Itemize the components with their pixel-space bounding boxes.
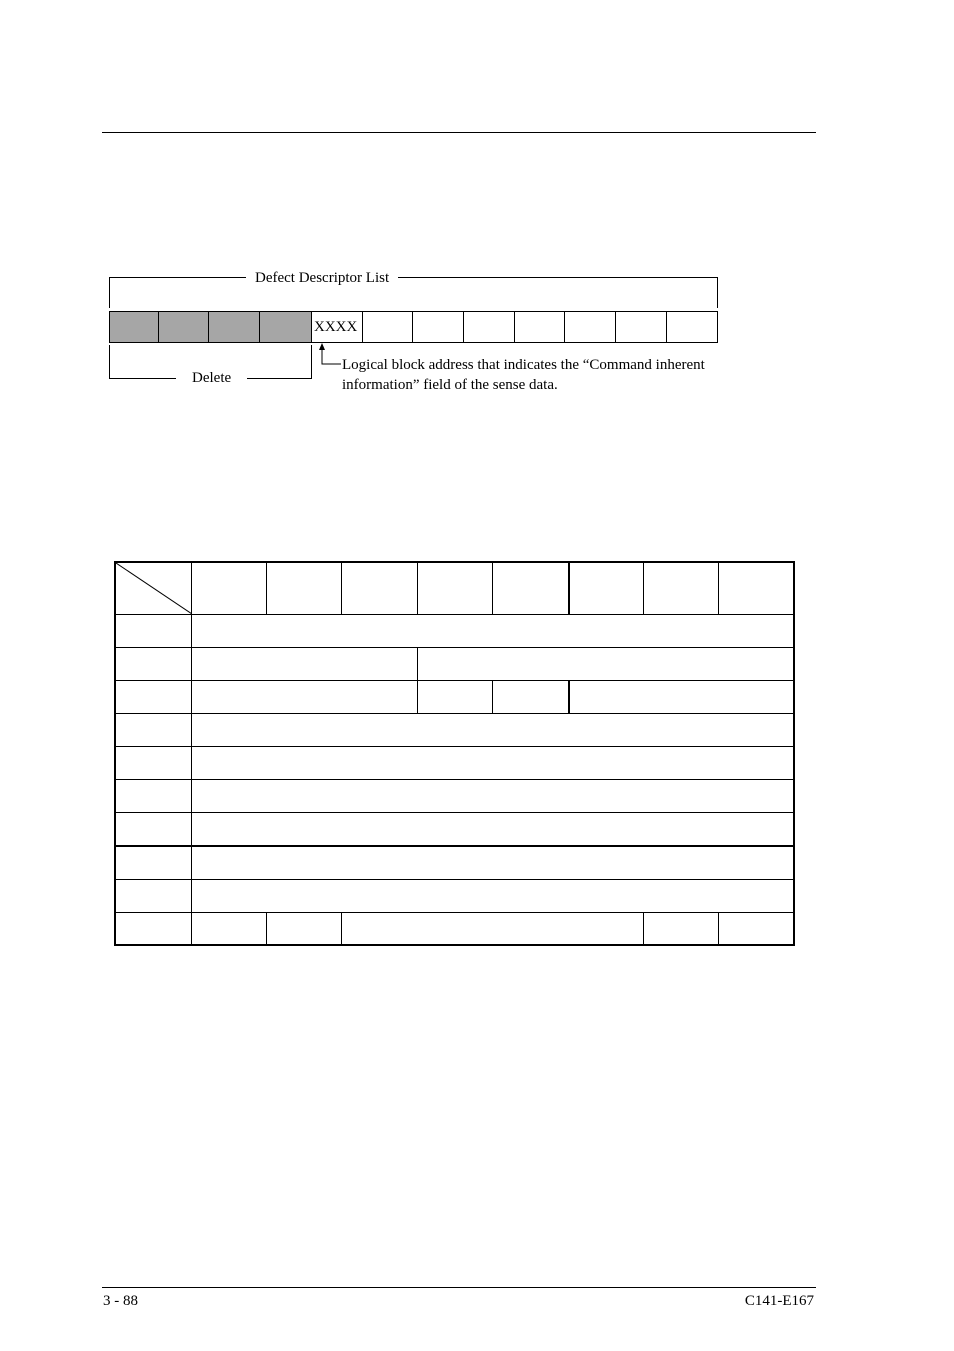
table-row (116, 846, 795, 880)
deleted-cell (158, 311, 209, 343)
deleted-cell (109, 311, 159, 343)
table-row (116, 714, 795, 747)
table-row (116, 780, 795, 813)
byte-cell (116, 913, 192, 946)
field-cell (569, 681, 795, 714)
xxxx-cell (311, 311, 363, 343)
bit-column-header (569, 563, 644, 615)
field-cell (192, 714, 795, 747)
field-cell (267, 913, 342, 946)
table-row (116, 648, 795, 681)
defect-list-label: Defect Descriptor List (246, 269, 398, 288)
deleted-cell (259, 311, 312, 343)
delete-label: Delete (176, 369, 247, 388)
byte-cell (116, 780, 192, 813)
bit-column-header (342, 563, 418, 615)
diagonal-line-icon (116, 563, 192, 614)
bit-column-header (644, 563, 719, 615)
byte-cell (116, 681, 192, 714)
bit-column-header (418, 563, 493, 615)
bit-column-header (267, 563, 342, 615)
deleted-cell (208, 311, 260, 343)
table-row (116, 615, 795, 648)
byte-cell (116, 615, 192, 648)
field-cell (644, 913, 719, 946)
field-cell (192, 681, 418, 714)
table-row (116, 813, 795, 847)
field-cell (192, 747, 795, 780)
field-cell (192, 615, 795, 648)
field-cell (493, 681, 569, 714)
xxxx-label: XXXX (314, 319, 358, 335)
field-cell (192, 813, 795, 847)
corner-cell (116, 563, 192, 615)
descriptor-cell (564, 311, 616, 343)
descriptor-cell (514, 311, 565, 343)
annotation-line-1: Logical block address that indicates the “Command inherent (342, 357, 705, 373)
descriptor-cell (362, 311, 413, 343)
table-row (116, 913, 795, 946)
field-cell (192, 648, 418, 681)
table-row (116, 681, 795, 714)
page-number: 3 - 88 (103, 1293, 138, 1309)
descriptor-cell (666, 311, 718, 343)
sense-data-table (115, 562, 795, 946)
table-header-row (116, 563, 795, 615)
table-row (116, 880, 795, 913)
field-cell (192, 913, 267, 946)
field-cell (192, 880, 795, 913)
field-cell (418, 681, 493, 714)
document-code: C141-E167 (744, 1293, 814, 1309)
table-row (116, 747, 795, 780)
byte-cell (116, 648, 192, 681)
descriptor-cell (412, 311, 464, 343)
annotation-arrow-icon (312, 343, 344, 367)
bit-column-header (192, 563, 267, 615)
field-cell (719, 913, 795, 946)
byte-cell (116, 813, 192, 847)
footer-rule (102, 1287, 816, 1288)
byte-cell (116, 747, 192, 780)
defect-list-bracket (109, 277, 718, 308)
byte-cell (116, 846, 192, 880)
descriptor-cell (615, 311, 667, 343)
bit-column-header (719, 563, 795, 615)
byte-cell (116, 714, 192, 747)
field-cell (192, 780, 795, 813)
field-cell (192, 846, 795, 880)
header-rule (102, 132, 816, 133)
field-cell (342, 913, 644, 946)
bit-column-header (493, 563, 569, 615)
annotation-line-2: information” field of the sense data. (342, 377, 558, 393)
field-cell (418, 648, 795, 681)
byte-cell (116, 880, 192, 913)
descriptor-cell (463, 311, 515, 343)
